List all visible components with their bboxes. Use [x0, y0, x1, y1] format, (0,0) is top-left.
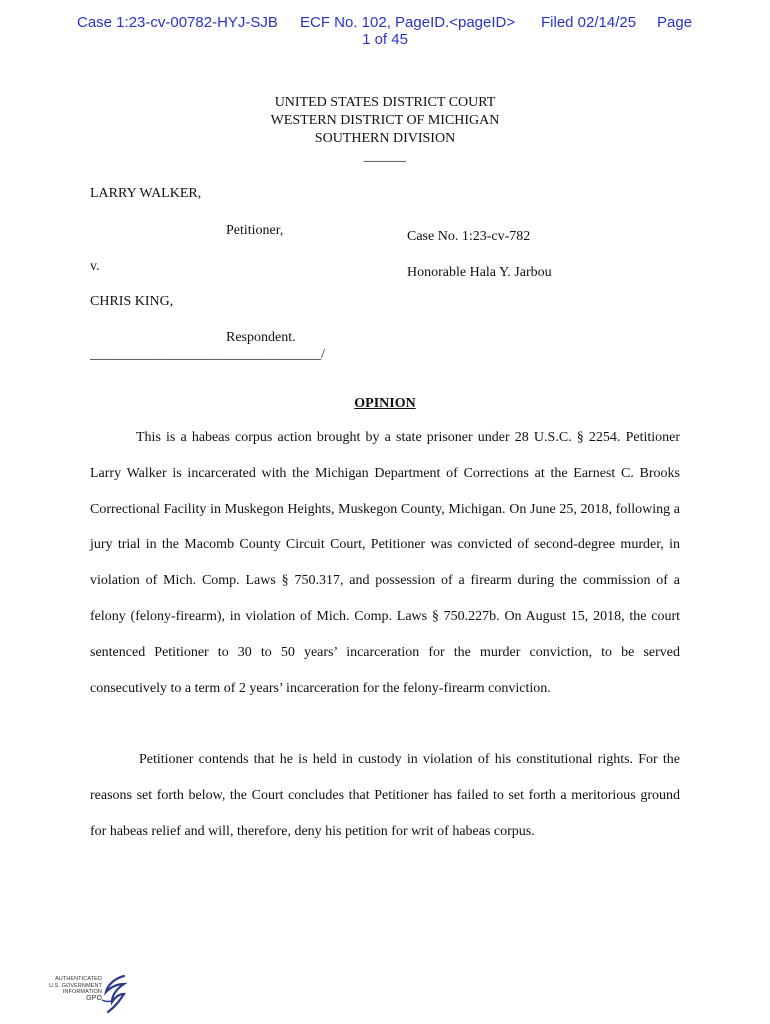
versus-label: v.	[90, 259, 100, 274]
eagle-icon	[94, 972, 130, 1018]
opinion-title: OPINION	[354, 396, 416, 411]
respondent-name: CHRIS KING,	[90, 294, 174, 309]
judge-name: Honorable Hala Y. Jarbou	[407, 265, 552, 280]
page-label-header: Page	[657, 14, 693, 31]
petitioner-role: Petitioner,	[226, 223, 284, 238]
seal-line-3: INFORMATION	[62, 989, 102, 995]
ecf-pageid-header: ECF No. 102, PageID.<pageID>	[300, 14, 516, 31]
case-number-header: Case 1:23-cv-00782-HYJ-SJB	[77, 14, 278, 31]
petitioner-name: LARRY WALKER,	[90, 186, 202, 201]
seal-line-2: U.S. GOVERNMENT	[48, 982, 102, 989]
court-division: SOUTHERN DIVISION	[314, 131, 456, 146]
respondent-role: Respondent.	[226, 330, 296, 345]
opinion-paragraph-2	[90, 742, 680, 849]
court-heading	[0, 94, 770, 166]
paragraph-1-text: This is a habeas corpus action brought by a state prisoner under 28 U.S.C. § 2254. Petitioner Larry Walker is incarcerated with the Michigan Department of Corrections at the Earnest C. Brooks Correctional Facility in Muskegon Heights, Muskegon County, Michigan. On June 25, 2018, following a jury trial in the Macomb County Circuit Court, Petitioner was convicted of second-degree murder, in violation of Mich. Comp. Laws § 750.317, and possession of a firearm during the commission of a felony (felony-firearm), in violation of Mich. Comp. Laws § 750.227b. On August 15, 2018, the court sentenced Petitioner to 30 to 50 years’ incarceration for the murder conviction, to be served consecutively to a term of 2 years’ incarceration for the felony-firearm conviction.	[90, 430, 680, 696]
case-number: Case No. 1:23-cv-782	[407, 229, 531, 244]
court-rule: ______	[364, 149, 406, 164]
seal-mark: GPO	[86, 994, 102, 1002]
court-district: WESTERN DISTRICT OF MICHIGAN	[270, 113, 500, 128]
page-count-header: 1 of 45	[362, 31, 408, 48]
paragraph-2-text: Petitioner contends that he is held in custody in violation of his constitutional rights. For the reasons set forth below, the Court concludes that Petitioner has failed to set forth a meritorious ground for habeas relief and will, therefore, deny his petition for writ of habeas corpus.	[90, 752, 680, 839]
filed-date-header: Filed 02/14/25	[541, 14, 637, 31]
court-name: UNITED STATES DISTRICT COURT	[274, 95, 496, 110]
opinion-paragraph-1	[90, 420, 680, 706]
gpo-authentication-seal	[44, 972, 134, 1018]
seal-line-1: AUTHENTICATED	[54, 976, 102, 982]
caption-end-rule: _________________________________/	[90, 347, 325, 362]
